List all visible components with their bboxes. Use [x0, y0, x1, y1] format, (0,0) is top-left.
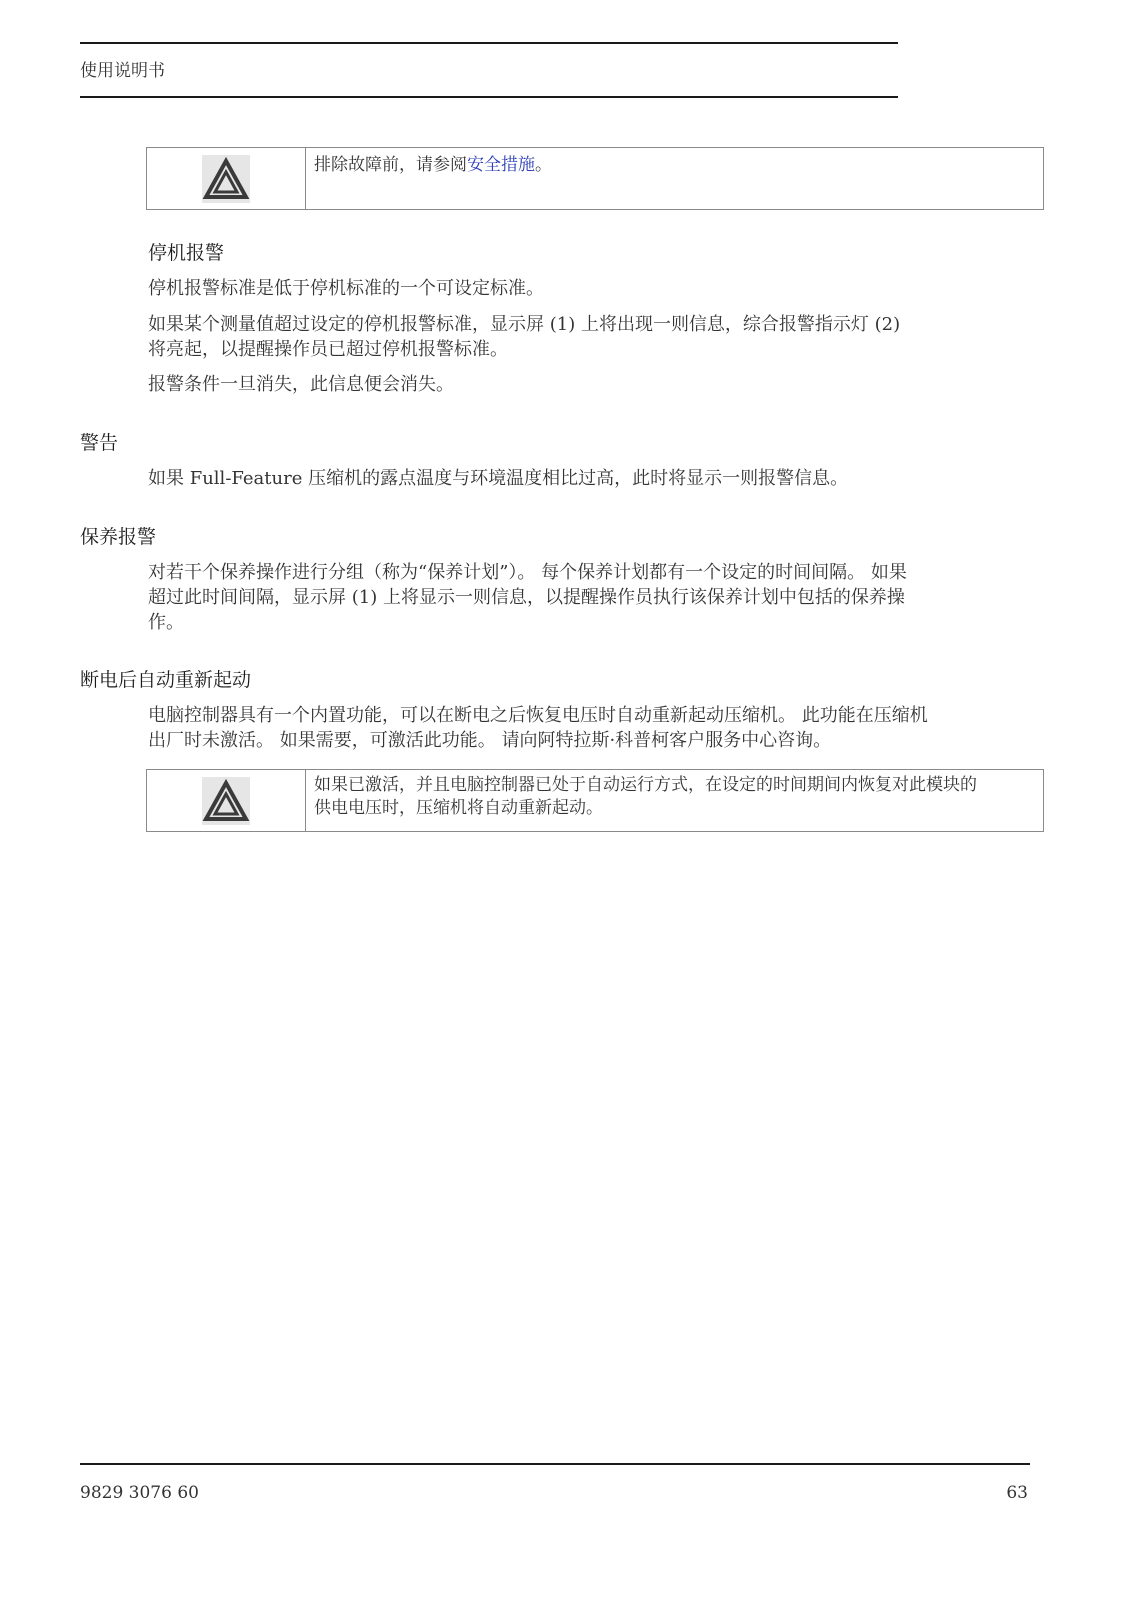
note-icon-cell — [147, 770, 306, 831]
paragraph — [148, 703, 1033, 753]
safety-note-box — [146, 147, 1044, 210]
note-text-after: 。 — [535, 155, 552, 175]
paragraph: 停机报警标准是低于停机标准的一个可设定标准。 — [148, 278, 544, 299]
paragraph — [148, 560, 1033, 635]
auto-restart-note-box — [146, 769, 1044, 832]
warning-triangle-icon — [202, 155, 250, 203]
paragraph-line: 出厂时未激活。 如果需要，可激活此功能。 请向阿特拉斯·科普柯客户服务中心咨询。 — [148, 730, 832, 751]
header-bottom-rule — [80, 96, 898, 98]
paragraph-line: 将亮起，以提醒操作员已超过停机报警标准。 — [148, 339, 508, 360]
paragraph-line: 如果某个测量值超过设定的停机报警标准，显示屏 (1) 上将出现一则信息，综合报警指示灯 (2) — [148, 314, 901, 335]
note-text — [306, 770, 1043, 831]
paragraph: 如果 Full-Feature 压缩机的露点温度与环境温度相比过高，此时将显示一则报警信息。 — [148, 468, 849, 489]
note-line: 如果已激活，并且电脑控制器已处于自动运行方式，在设定的时间期间内恢复对此模块的 — [314, 775, 977, 795]
paragraph-line: 超过此时间间隔，显示屏 (1) 上将显示一则信息，以提醒操作员执行该保养计划中包括的保养操 — [148, 587, 905, 608]
service-warning-heading: 保养报警 — [80, 526, 157, 548]
warning-triangle-icon — [202, 777, 250, 825]
header-top-rule — [80, 42, 898, 44]
paragraph — [148, 312, 1033, 362]
paragraph-line: 作。 — [148, 612, 184, 633]
auto-restart-heading: 断电后自动重新起动 — [80, 669, 252, 691]
note-icon-cell — [147, 148, 306, 209]
paragraph-line: 电脑控制器具有一个内置功能，可以在断电之后恢复电压时自动重新起动压缩机。 此功能在压缩机 — [148, 705, 928, 726]
warning-heading: 警告 — [80, 432, 119, 454]
header-title: 使用说明书 — [80, 61, 165, 81]
note-text-before: 排除故障前，请参阅 — [314, 155, 467, 175]
note-text — [306, 148, 1043, 209]
footer-rule — [80, 1463, 1030, 1465]
page-number: 63 — [1006, 1483, 1028, 1503]
note-line: 供电电压时，压缩机将自动重新起动。 — [314, 798, 603, 818]
safety-measures-link[interactable]: 安全措施 — [467, 155, 535, 175]
paragraph: 报警条件一旦消失，此信息便会消失。 — [148, 374, 454, 395]
shutdown-warning-heading: 停机报警 — [148, 242, 225, 264]
paragraph-line: 对若干个保养操作进行分组（称为“保养计划”）。 每个保养计划都有一个设定的时间间隔。 如果 — [148, 562, 907, 583]
document-number: 9829 3076 60 — [80, 1483, 199, 1503]
